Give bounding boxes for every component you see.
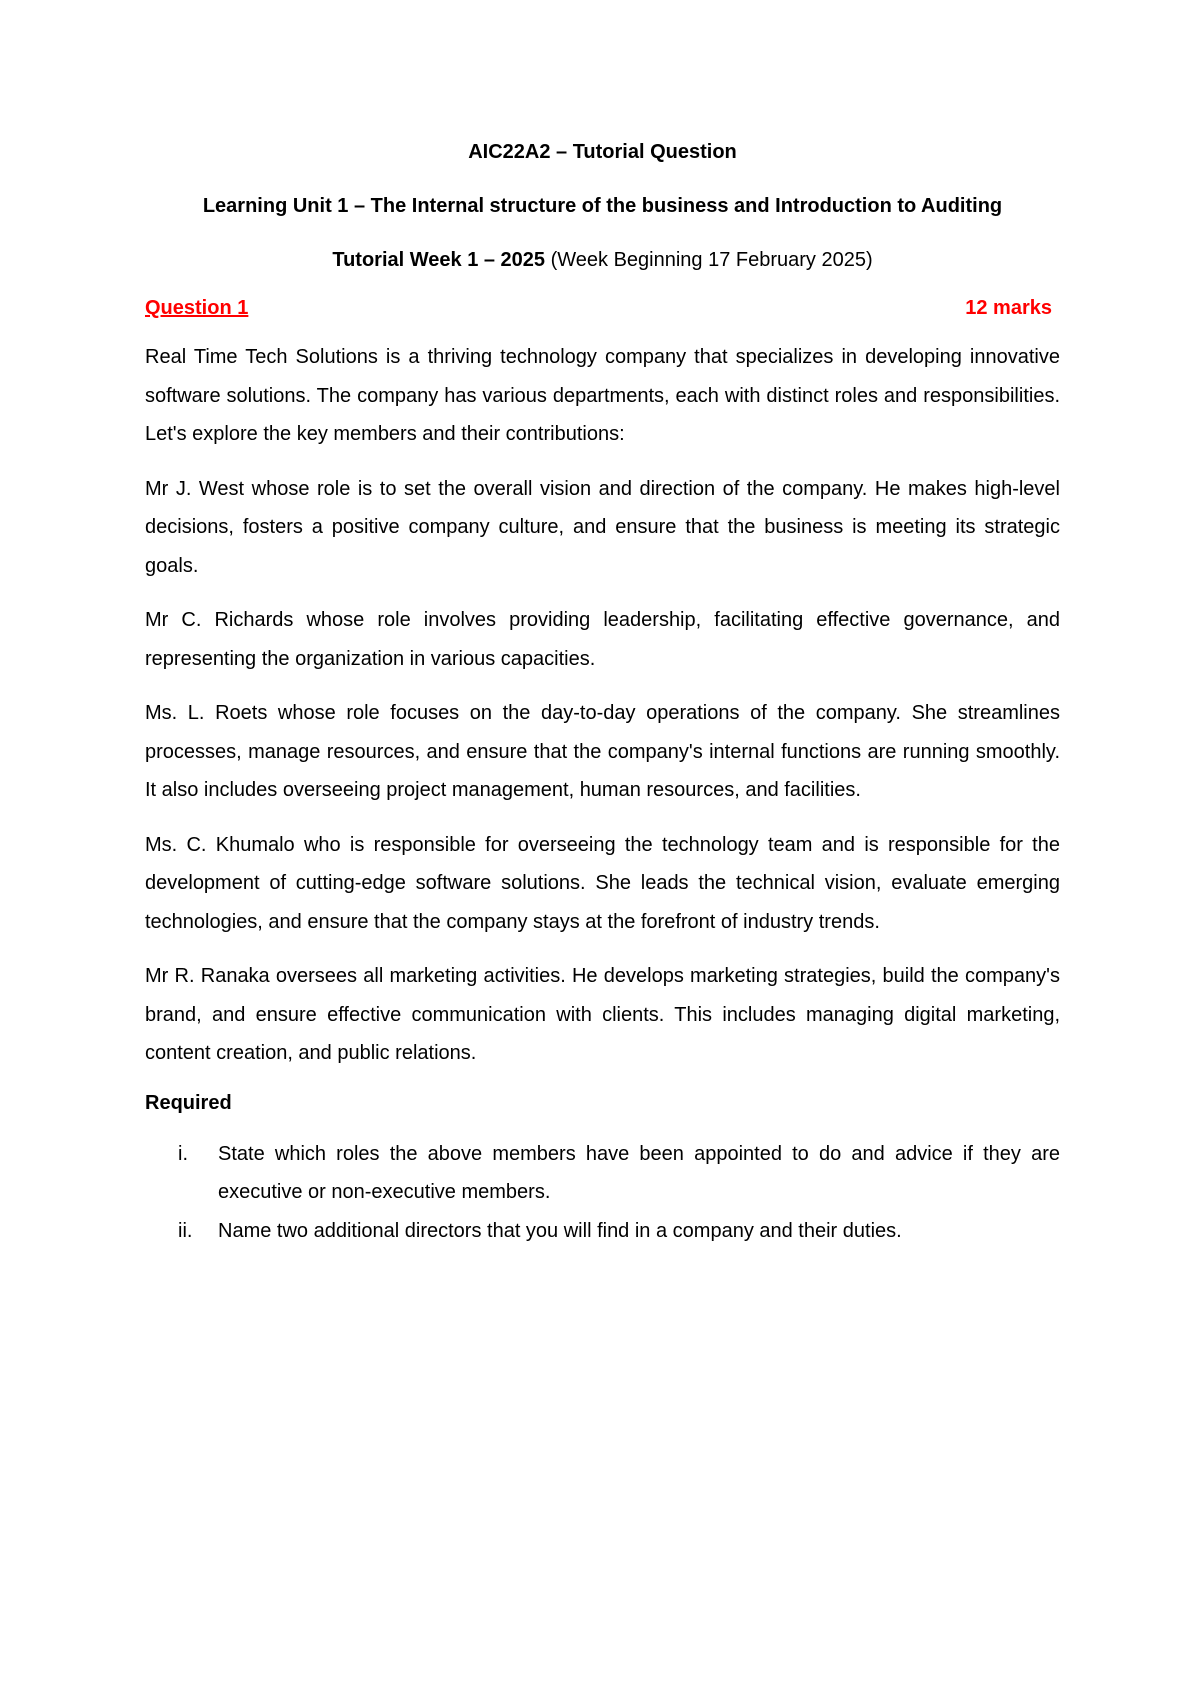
- member-khumalo-paragraph: Ms. C. Khumalo who is responsible for overseeing the technology team and is responsible for the development of cutting-edge software solutions. She leads the technical vision, evaluate emerging technologies, and ensure that the company stays at the forefront of industry trends.: [145, 833, 1060, 933]
- document-page: [145, 138, 1060, 1250]
- list-item-text: Name two additional directors that you will find in a company and their duties.: [218, 1219, 902, 1242]
- list-item: [145, 1135, 1060, 1212]
- required-list: [145, 1135, 1060, 1251]
- tutorial-week-label: Tutorial Week 1 – 2025: [332, 249, 546, 271]
- learning-unit-heading: Learning Unit 1 – The Internal structure of the business and Introduction to Auditing: [202, 195, 1003, 217]
- intro-paragraph: Real Time Tech Solutions is a thriving technology company that specializes in developing innovative software solutions. The company has various departments, each with distinct roles and responsibilities. Let's explore the key members and their contributions:: [145, 346, 1060, 445]
- list-item-number: i.: [178, 1142, 188, 1165]
- question-header: [145, 294, 1060, 322]
- member-ranaka-paragraph: Mr R. Ranaka oversees all marketing activities. He develops marketing strategies, build the company's brand, and ensure effective communication with clients. This includes managing digital marketing, content creation, and public relations.: [145, 965, 1060, 1064]
- list-item: [145, 1212, 1060, 1251]
- document-title: AIC22A2 – Tutorial Question: [468, 141, 737, 163]
- list-item-text: State which roles the above members have been appointed to do and advice if they are executive or non-executive members.: [218, 1142, 1060, 1203]
- week-beginning-text: (Week Beginning 17 February 2025): [545, 249, 873, 271]
- required-heading: Required: [145, 1091, 232, 1114]
- question-label: Question 1: [145, 297, 249, 319]
- member-west-paragraph: Mr J. West whose role is to set the overall vision and direction of the company. He makes high-level decisions, fosters a positive company culture, and ensure that the business is meeting its strategic goals.: [145, 477, 1060, 577]
- question-marks: 12 marks: [965, 297, 1052, 319]
- member-richards-paragraph: Mr C. Richards whose role involves providing leadership, facilitating effective governance, and representing the organization in various capacities.: [145, 609, 1060, 670]
- list-item-number: ii.: [178, 1219, 193, 1242]
- tutorial-week-line: [145, 246, 1060, 274]
- member-roets-paragraph: Ms. L. Roets whose role focuses on the day-to-day operations of the company. She streamlines processes, manage resources, and ensure that the company's internal functions are running smoothly. It also includes overseeing project management, human resources, and facilities.: [145, 702, 1060, 801]
